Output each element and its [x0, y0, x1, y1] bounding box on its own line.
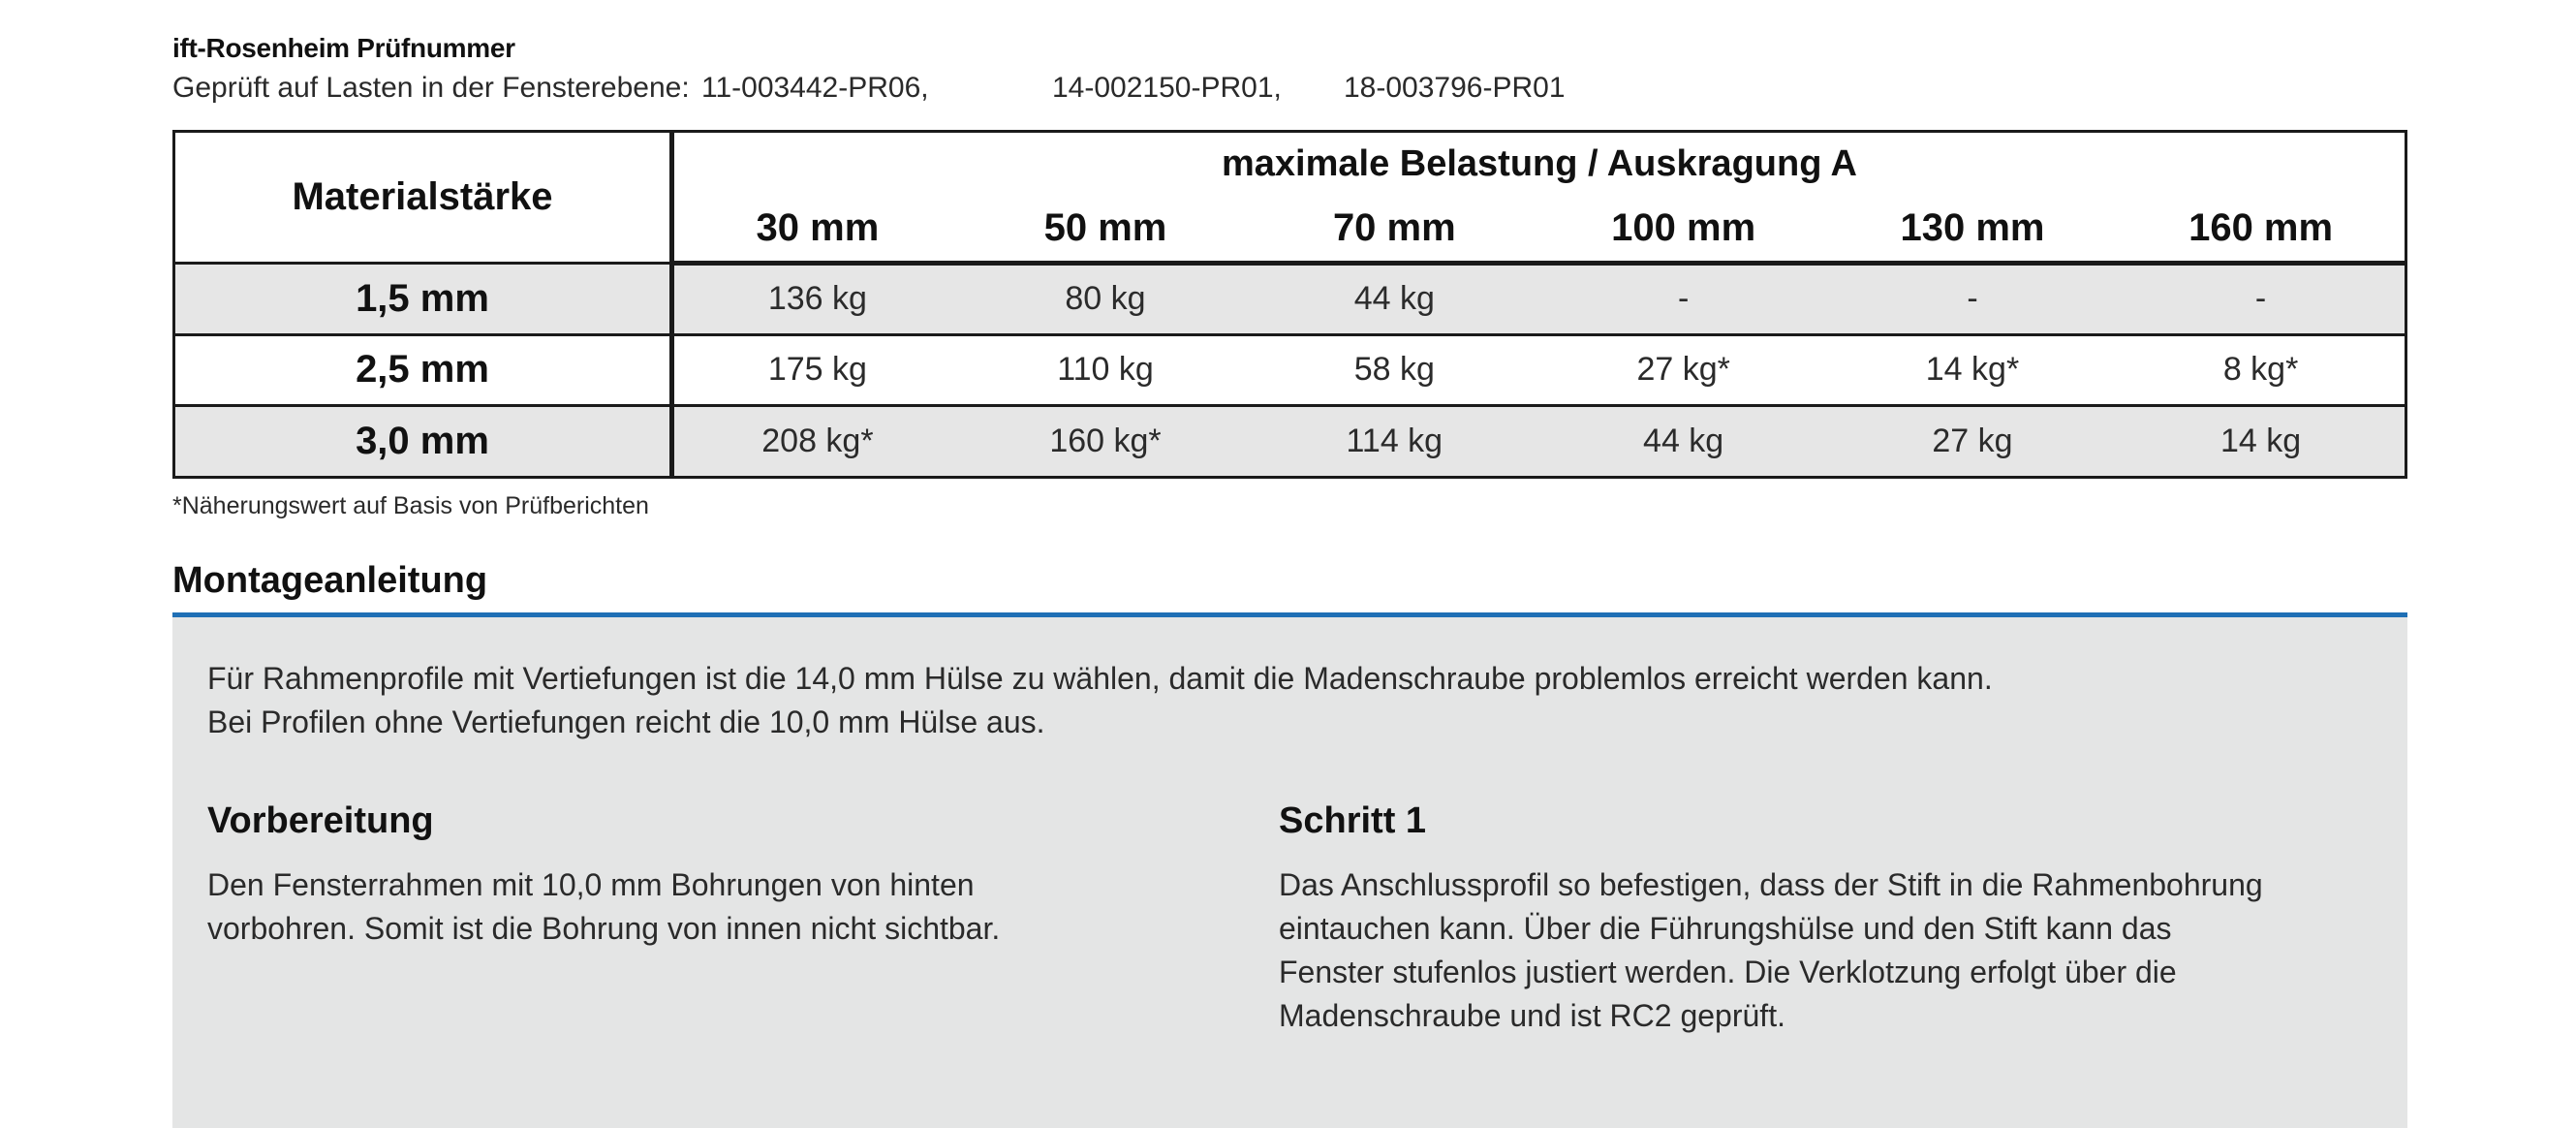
table-row	[174, 334, 2406, 406]
row-label: 2,5 mm	[174, 334, 672, 406]
column-header: 130 mm	[1828, 195, 2117, 264]
table-row	[174, 406, 2406, 478]
table-cell: -	[2117, 264, 2405, 335]
table-cell: 175 kg	[672, 334, 961, 406]
table-cell: 80 kg	[961, 264, 1250, 335]
step-title: Vorbereitung	[207, 800, 434, 841]
table-row	[174, 264, 2406, 335]
step-title: Schritt 1	[1279, 800, 1427, 841]
step-line: Das Anschlussprofil so befestigen, dass der Stift in die Rahmenbohrung	[1279, 867, 2263, 902]
max-load-header: maximale Belastung / Auskragung A	[672, 132, 2406, 196]
table-cell: 58 kg	[1250, 334, 1538, 406]
table-cell: 160 kg*	[961, 406, 1250, 478]
table-cell: -	[1828, 264, 2117, 335]
table-cell: 136 kg	[672, 264, 961, 335]
test-number-label: Geprüft auf Lasten in der Fensterebene:	[172, 72, 690, 104]
step-line: Den Fensterrahmen mit 10,0 mm Bohrungen von hinten	[207, 867, 975, 902]
step-1	[1279, 800, 2325, 1038]
test-number-1: 11-003442-PR06,	[701, 72, 929, 104]
table-cell: 27 kg*	[1538, 334, 1827, 406]
table-cell: 44 kg	[1250, 264, 1538, 335]
row-label: 1,5 mm	[174, 264, 672, 335]
section-title: Montageanleitung	[172, 560, 488, 601]
table-cell: 208 kg*	[672, 406, 961, 478]
step-line: Fenster stufenlos justiert werden. Die Verklotzung erfolgt über die	[1279, 955, 2177, 989]
column-header: 50 mm	[961, 195, 1250, 264]
table-cell: 14 kg	[2117, 406, 2405, 478]
intro-text	[207, 657, 1993, 744]
step-line: eintauchen kann. Über die Führungshülse und den Stift kann das	[1279, 911, 2172, 946]
table-cell: 8 kg*	[2117, 334, 2405, 406]
intro-line: Bei Profilen ohne Vertiefungen reicht die 10,0 mm Hülse aus.	[207, 705, 1045, 739]
material-thickness-header: Materialstärke	[174, 132, 672, 264]
column-header: 30 mm	[672, 195, 961, 264]
table-cell: 44 kg	[1538, 406, 1827, 478]
load-table	[172, 130, 2407, 479]
step-text	[207, 863, 1254, 951]
step-preparation	[207, 800, 1254, 951]
column-header: 70 mm	[1250, 195, 1538, 264]
table-cell: 14 kg*	[1828, 334, 2117, 406]
intro-line: Für Rahmenprofile mit Vertiefungen ist die 14,0 mm Hülse zu wählen, damit die Madenschraube problemlos erreicht werden kann.	[207, 661, 1993, 696]
table-cell: 110 kg	[961, 334, 1250, 406]
step-line: Madenschraube und ist RC2 geprüft.	[1279, 998, 1785, 1033]
test-number-2: 14-002150-PR01,	[1052, 72, 1282, 104]
step-line: vorbohren. Somit ist die Bohrung von innen nicht sichtbar.	[207, 911, 1001, 946]
column-header: 100 mm	[1538, 195, 1827, 264]
test-number-3: 18-003796-PR01	[1344, 72, 1566, 104]
step-text	[1279, 863, 2325, 1038]
table-cell: -	[1538, 264, 1827, 335]
column-header: 160 mm	[2117, 195, 2405, 264]
table-cell: 114 kg	[1250, 406, 1538, 478]
table-footnote: *Näherungswert auf Basis von Prüfberichten	[172, 492, 649, 519]
row-label: 3,0 mm	[174, 406, 672, 478]
table-cell: 27 kg	[1828, 406, 2117, 478]
test-number-title: ift-Rosenheim Prüfnummer	[172, 33, 515, 63]
